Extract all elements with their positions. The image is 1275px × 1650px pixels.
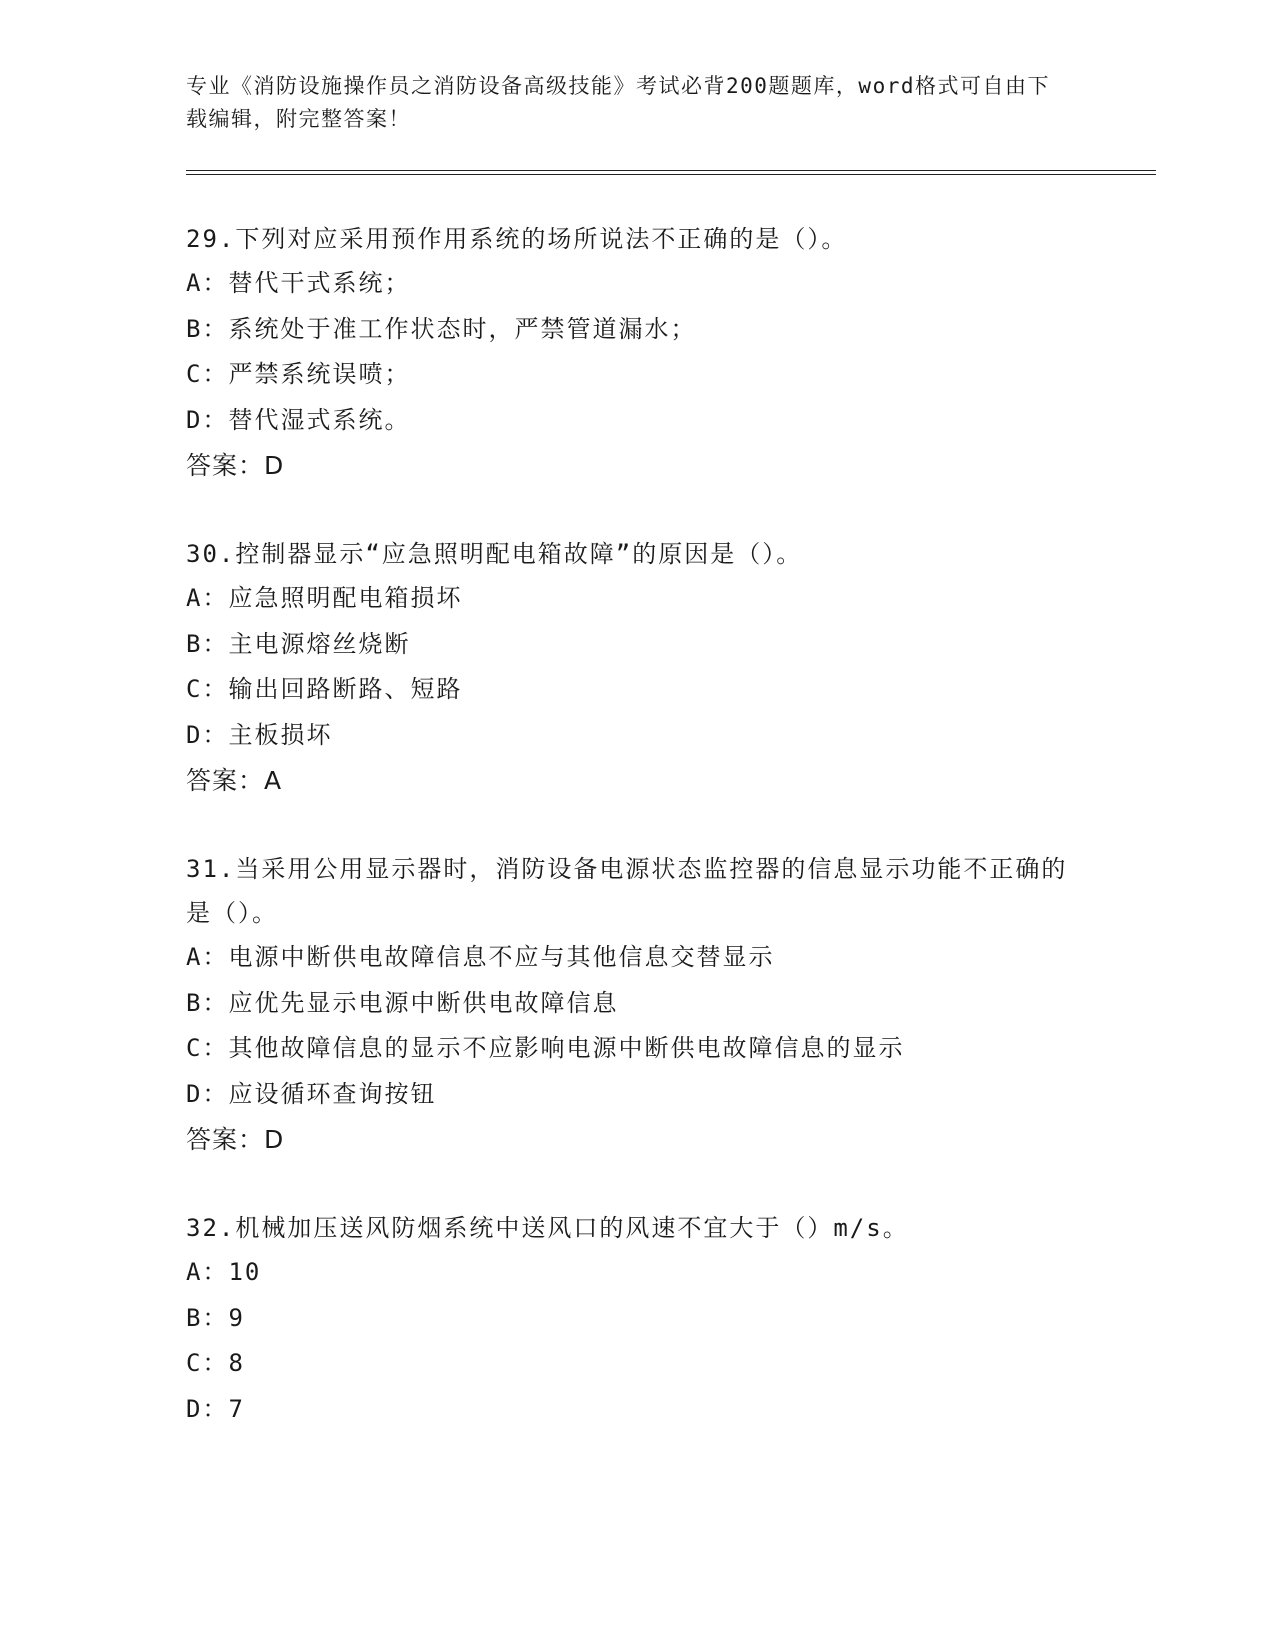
question-31 — [186, 847, 1156, 1162]
option-b: B：系统处于准工作状态时，严禁管道漏水； — [186, 314, 697, 343]
question-29 — [186, 217, 1156, 488]
option-c: C：输出回路断路、短路 — [186, 675, 463, 703]
option-d: D：主板损坏 — [186, 720, 333, 749]
answer-line: 答案：A — [186, 766, 283, 795]
option-a: A：替代干式系统； — [186, 269, 411, 297]
option-a: A：电源中断供电故障信息不应与其他信息交替显示 — [186, 943, 775, 971]
option-d: D：替代湿式系统。 — [186, 405, 411, 434]
header-divider — [186, 170, 1156, 175]
question-30 — [186, 532, 1156, 803]
question-stem: 30.控制器显示“应急照明配电箱故障”的原因是（）。 — [186, 540, 803, 568]
option-b: B：主电源熔丝烧断 — [186, 629, 411, 658]
answer-line: 答案：D — [186, 1125, 285, 1154]
document-page — [186, 70, 1156, 1432]
option-a: A：10 — [186, 1258, 262, 1286]
option-c: C：严禁系统误喷； — [186, 360, 411, 388]
question-stem: 32.机械加压送风防烟系统中送风口的风速不宜大于（）m/s。 — [186, 1214, 909, 1242]
document-header: 专业《消防设施操作员之消防设备高级技能》考试必背200题题库，word格式可自由下载编辑，附完整答案！ — [186, 74, 1050, 131]
option-a: A：应急照明配电箱损坏 — [186, 584, 463, 612]
option-d: D：应设循环查询按钮 — [186, 1079, 437, 1108]
option-b: B：9 — [186, 1303, 245, 1332]
question-stem: 31.当采用公用显示器时，消防设备电源状态监控器的信息显示功能不正确的是（）。 — [186, 855, 1068, 927]
option-c: C：其他故障信息的显示不应影响电源中断供电故障信息的显示 — [186, 1034, 905, 1062]
option-c: C：8 — [186, 1349, 245, 1377]
answer-line: 答案：D — [186, 451, 285, 480]
question-32 — [186, 1206, 1156, 1432]
option-b: B：应优先显示电源中断供电故障信息 — [186, 988, 619, 1017]
question-stem: 29.下列对应采用预作用系统的场所说法不正确的是（）。 — [186, 225, 848, 253]
option-d: D：7 — [186, 1394, 245, 1423]
